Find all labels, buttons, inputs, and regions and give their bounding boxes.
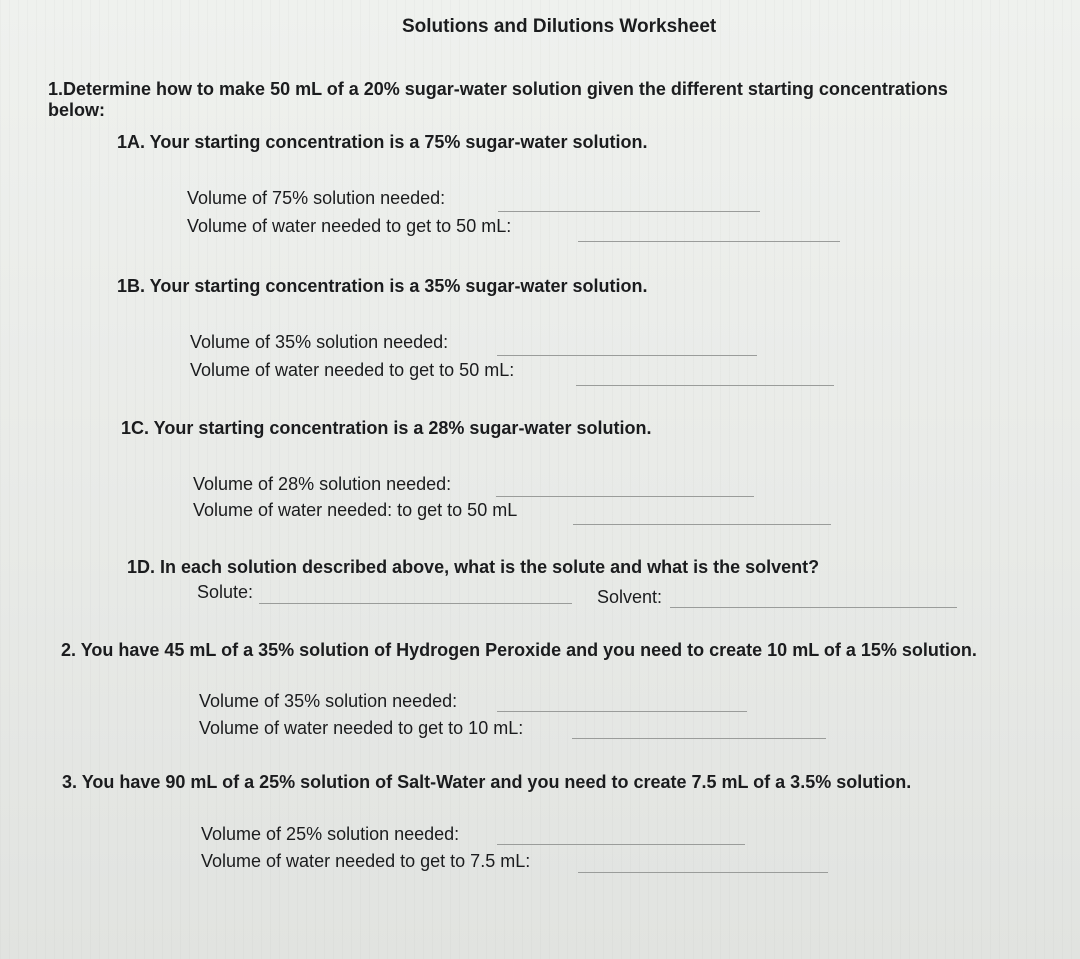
q3-field1-label: Volume of 25% solution needed: xyxy=(201,824,460,844)
q1b-field2-label: Volume of water needed to get to 50 mL: xyxy=(190,360,515,380)
q1c-field1-label: Volume of 28% solution needed: xyxy=(193,474,452,494)
page-title: Solutions and Dilutions Worksheet xyxy=(402,16,717,37)
q1a-label: 1A. Your starting concentration is a 75% sugar-water solution. xyxy=(117,132,648,152)
q1b-label: 1B. Your starting concentration is a 35% sugar-water solution. xyxy=(117,276,648,296)
q3-field1-answer-line[interactable] xyxy=(497,844,745,845)
q2-field2-label: Volume of water needed to get to 10 mL: xyxy=(199,718,524,738)
q1c-field1-answer-line[interactable] xyxy=(496,496,754,497)
q1b-field1-answer-line[interactable] xyxy=(497,355,757,356)
q1c-field2-answer-line[interactable] xyxy=(573,524,831,525)
q1d-solvent-answer-line[interactable] xyxy=(670,607,957,608)
q1a-field1-label: Volume of 75% solution needed: xyxy=(187,188,446,208)
q1a-field1-answer-line[interactable] xyxy=(498,211,760,212)
q1a-field2-answer-line[interactable] xyxy=(578,241,840,242)
q2-field1-answer-line[interactable] xyxy=(497,711,747,712)
q1b-field1-label: Volume of 35% solution needed: xyxy=(190,332,449,352)
q1-prompt-line2: below: xyxy=(48,100,105,120)
q2-prompt: 2. You have 45 mL of a 35% solution of Hydrogen Peroxide and you need to create 10 mL of a 15% solution. xyxy=(61,640,977,660)
q3-field2-label: Volume of water needed to get to 7.5 mL: xyxy=(201,851,531,871)
q1d-label: 1D. In each solution described above, what is the solute and what is the solvent? xyxy=(127,557,820,577)
q3-field2-answer-line[interactable] xyxy=(578,872,828,873)
q1d-solvent-label: Solvent: xyxy=(597,587,663,607)
q1c-field2-label: Volume of water needed: to get to 50 mL xyxy=(193,500,518,520)
q3-prompt: 3. You have 90 mL of a 25% solution of Salt-Water and you need to create 7.5 mL of a 3.5% solution. xyxy=(62,772,912,792)
q1a-field2-label: Volume of water needed to get to 50 mL: xyxy=(187,216,512,236)
q1b-field2-answer-line[interactable] xyxy=(576,385,834,386)
q1c-label: 1C. Your starting concentration is a 28% sugar-water solution. xyxy=(121,418,652,438)
q1-prompt-line1: 1.Determine how to make 50 mL of a 20% sugar-water solution given the different starting concentrations xyxy=(48,79,948,99)
q1d-solute-label: Solute: xyxy=(197,582,254,602)
q2-field1-label: Volume of 35% solution needed: xyxy=(199,691,458,711)
q1d-solute-answer-line[interactable] xyxy=(259,603,572,604)
q2-field2-answer-line[interactable] xyxy=(572,738,826,739)
